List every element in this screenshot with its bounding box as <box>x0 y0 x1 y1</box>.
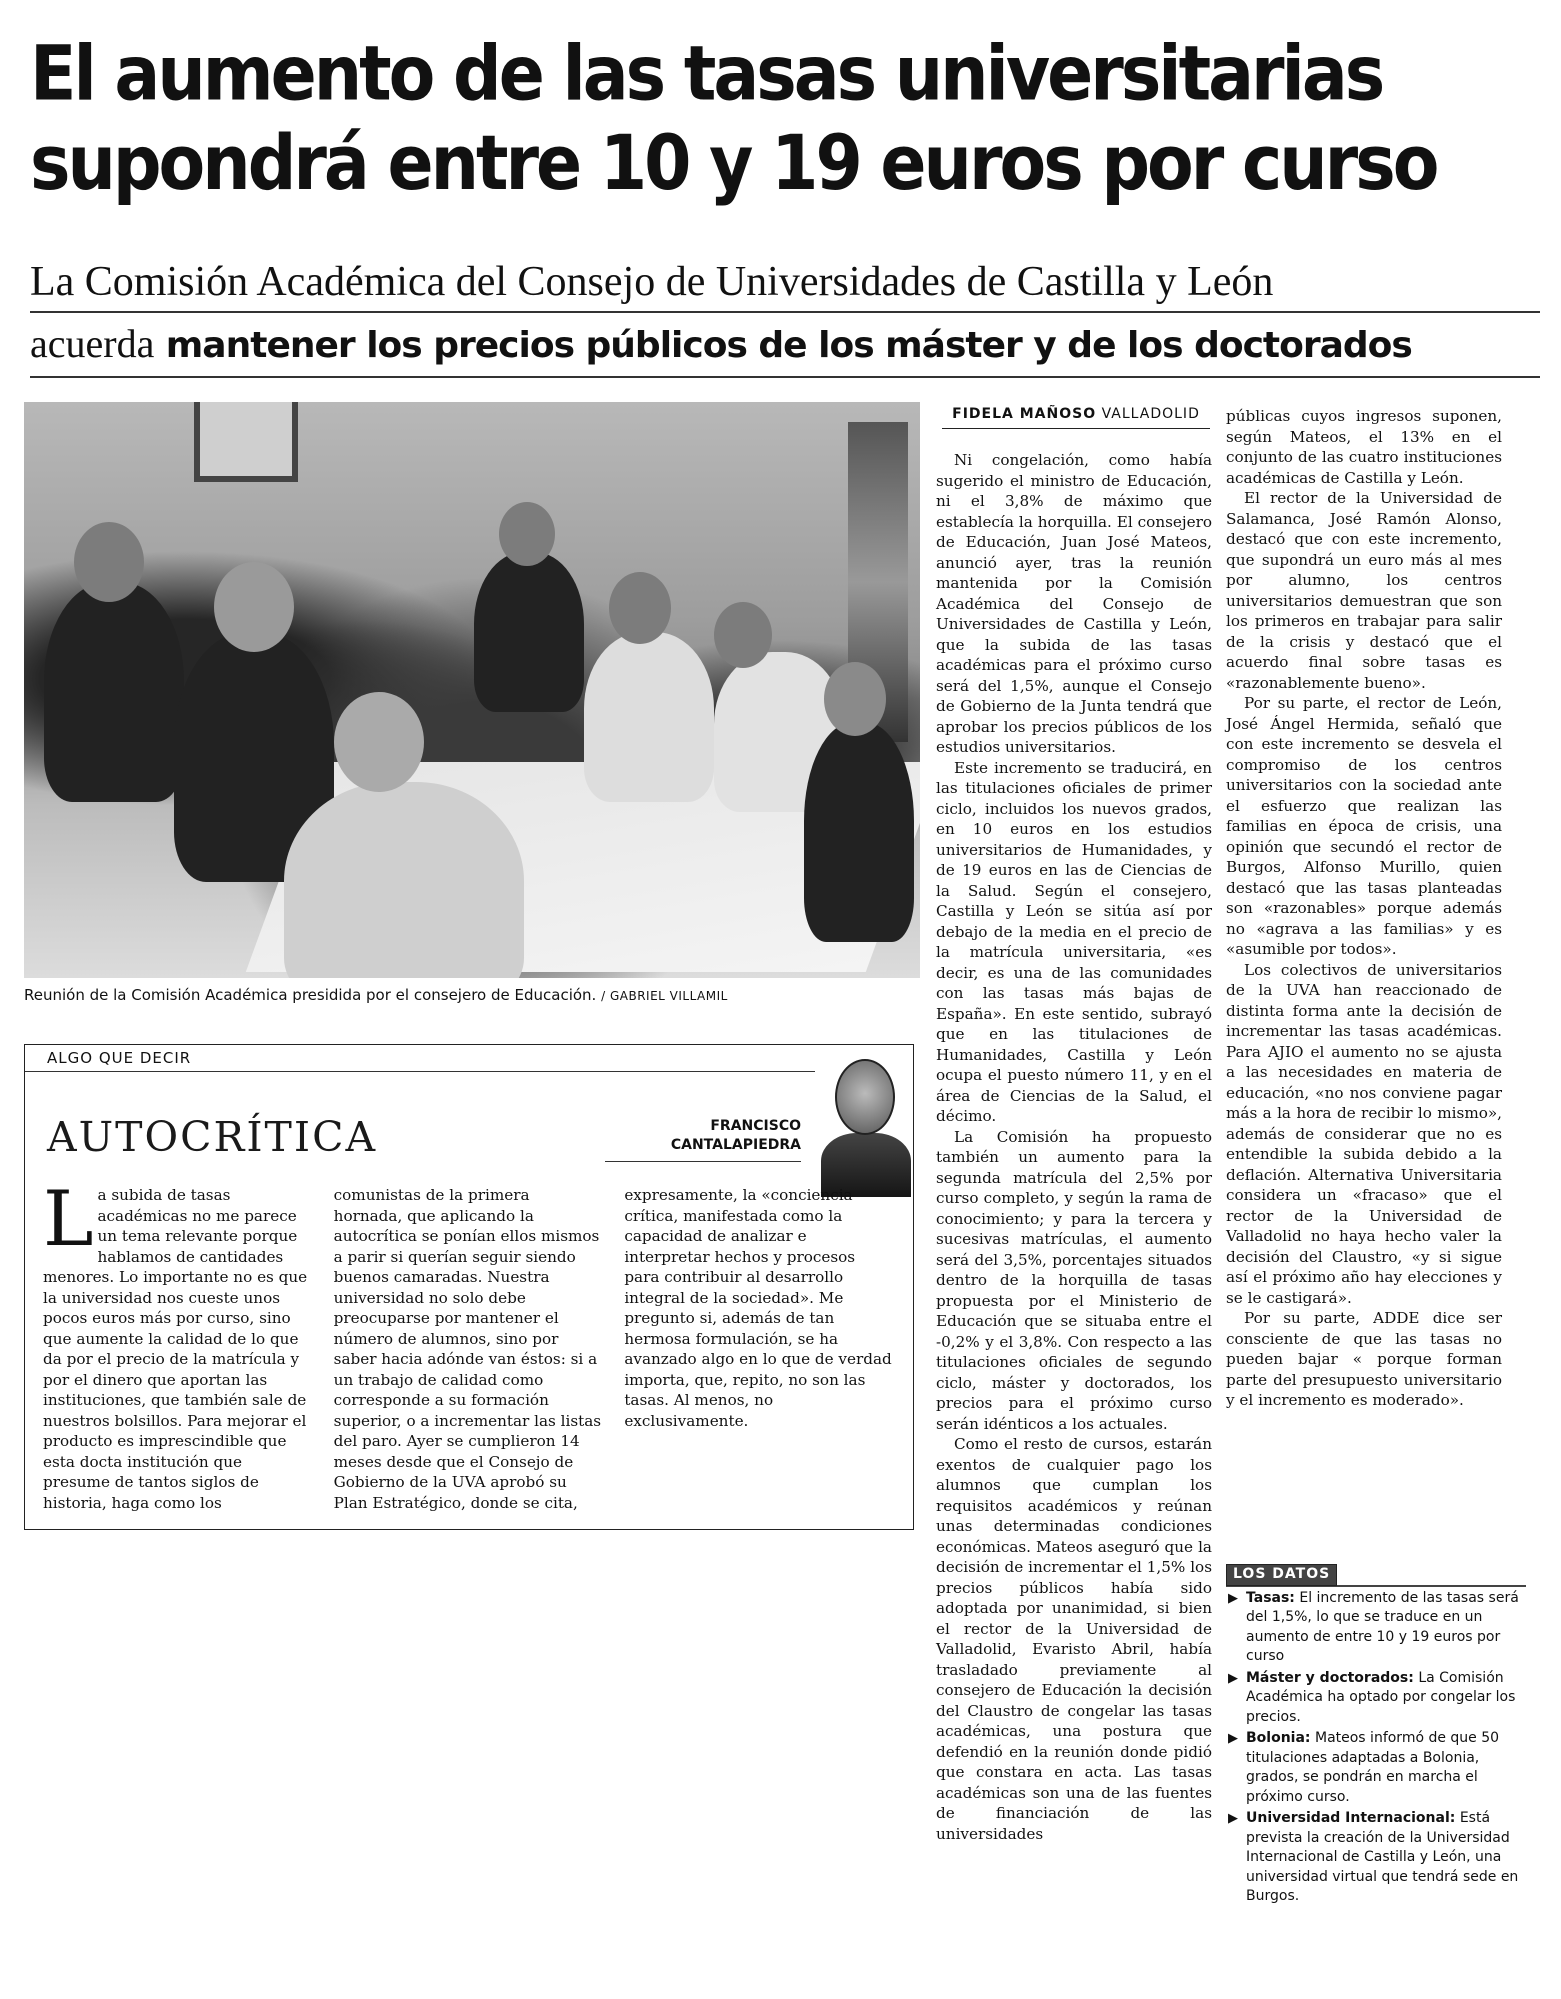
article-paragraph: Este incremento se traducirá, en las titulaciones oficiales de primer ciclo, incluidos los nuevos grados, en 10 euros en los estudios universitarios de Humanidades, y de 19 euros en las de Ciencias de la Salud. Según el consejero, Castilla y León se sitúa así por debajo de la media en el precio de la matrícula universitaria, «es decir, es una de las comunidades con las tasas más bajas de España». En este sentido, subrayó que en las titulaciones de Humanidades, Castilla y León ocupa el puesto número 11, y en el área de Ciencias de la Salud, el décimo. <box>936 758 1212 1125</box>
wall-portrait-frame <box>194 402 298 482</box>
opinion-box <box>24 1044 914 1530</box>
person <box>284 782 524 978</box>
caption-text: Reunión de la Comisión Académica presidida por el consejero de Educación. <box>24 986 597 1004</box>
article-paragraph: públicas cuyos ingresos suponen, según Mateos, el 13% en el conjunto de las cuatro instituciones académicas de Castilla y León. <box>1226 407 1502 487</box>
portrait-head <box>835 1059 895 1135</box>
person <box>44 582 184 802</box>
person-head <box>714 602 772 668</box>
triangle-bullet-icon: ▶ <box>1228 1670 1238 1686</box>
author-first-name: FRANCISCO <box>710 1118 801 1134</box>
byline-author: FIDELA MAÑOSO <box>952 406 1097 422</box>
person-head <box>334 692 424 792</box>
data-item-text: El incremento de las tasas será del 1,5%, lo que se traduce en un aumento de entre 10 y 19 euros por curso <box>1246 1589 1519 1664</box>
data-item <box>1226 1809 1526 1907</box>
data-item <box>1226 1669 1526 1728</box>
byline <box>942 406 1210 429</box>
article-paragraph: Por su parte, ADDE dice ser consciente de que las tasas no pueden bajar « porque forman parte del presupuesto universitario y el incremento es moderado». <box>1226 1309 1502 1409</box>
data-item-key: Bolonia: <box>1246 1730 1311 1746</box>
data-item-text: La Comisión Académica ha optado por congelar los precios. <box>1246 1669 1516 1725</box>
person <box>474 552 584 712</box>
data-item-key: Tasas: <box>1246 1589 1295 1606</box>
data-box <box>1226 1564 1526 1907</box>
data-item-key: Universidad Internacional: <box>1246 1810 1456 1826</box>
deck-line-2 <box>30 318 1540 378</box>
data-item-key: Máster y doctorados: <box>1246 1669 1414 1686</box>
section-rule <box>25 1071 815 1072</box>
deck-emphasis: mantener los precios públicos de los máster y de los doctorados <box>165 325 1412 366</box>
triangle-bullet-icon: ▶ <box>1228 1811 1238 1826</box>
article-paragraph: La Comisión ha propuesto también un aumento para la segunda matrícula del 2,5% por curso completo, y según la rama de conocimiento; y para la tercera y sucesivas matrículas, el aumento será del 3,5%, porcentajes situados dentro de la horquilla de tasas propuesta por el Ministerio de Educación que se situaba entre el -0,2% y el 3,8%. Con respecto a las titulaciones oficiales de segundo ciclo, máster y doctorados, los precios para el próximo curso serán idénticos a los actuales. <box>936 1127 1212 1433</box>
opinion-author <box>605 1117 801 1162</box>
meeting-photo <box>24 402 920 978</box>
person-head <box>74 522 144 602</box>
data-item-text: Mateos informó de que 50 titulaciones adaptadas a Bolonia, grados, se pondrán en marcha el próximo curso. <box>1246 1730 1500 1805</box>
article-paragraph: Los colectivos de universitarios de la UVA han reaccionado de distinta forma ante la decisión de incrementar las tasas académicas. Para AJIO el aumento no se ajusta a las necesidades en materia de educación, «no nos conviene pagar más a la hora de recibir lo mismo», además de considerar que no es entendible la subida debido a la deflación. Alternativa Universitaria considera un «fracaso» que el rector de la Universidad de Valladolid no haya hecho valer la decisión del Claustro, «y si sigue así el próximo año hay elecciones y se le castigará». <box>1226 960 1502 1307</box>
triangle-bullet-icon: ▶ <box>1228 1590 1238 1606</box>
drop-cap: L <box>43 1174 94 1263</box>
headline <box>30 30 1540 209</box>
data-box-label: LOS DATOS <box>1226 1564 1337 1586</box>
author-portrait <box>817 1049 911 1197</box>
photo-caption <box>24 984 920 1007</box>
opinion-text: a subida de tasas académicas no me parece un tema relevante porque hablamos de cantidades menores. Lo importante no es que la universidad nos cueste unos pocos euros más por curso, sino que aumente la calidad de lo que da por el precio de la matrícula y por el dinero que aportan las instituciones, que también sale de nuestros bolsillos. Para mejorar el producto es imprescindible que esta docta institución que presume de tantos siglos de historia, haga como los comunistas de la primera hornada, que aplicando la autocrítica se ponían ellos mismos a parir si querían seguir siendo buenos camaradas. Nuestra universidad no solo debe preocuparse por mantener el número de alumnos, sino por saber hacia adónde van éstos: si a un trabajo de calidad como corresponde a su formación superior, o a incrementar las listas del paro. Ayer se cumplieron 14 meses desde que el Consejo de Gobierno de la UVA aprobó su Plan Estratégico, donde se cita, expresamente, la «conciencia crítica, manifestada como la capacidad de analizar e interpretar hechos y procesos para contribuir al desarrollo integral de la sociedad». Me pregunto si, además de tan hermosa formulación, se ha avanzado algo en lo que de verdad importa, que, repito, no son las tasas. Al menos, no exclusivamente. <box>43 1186 892 1512</box>
article-column-1 <box>936 450 1212 1995</box>
headline-line-1: El aumento de las tasas universitarias <box>30 30 1383 119</box>
person-head <box>824 662 886 736</box>
headline-line-2: supondrá entre 10 y 19 euros por curso <box>30 119 1437 209</box>
opinion-paragraph <box>43 1174 893 1525</box>
byline-place: VALLADOLID <box>1101 406 1200 422</box>
article-column-2 <box>1226 406 1502 1556</box>
article-paragraph: Por su parte, el rector de León, José Ángel Hermida, señaló que con este incremento se desvela el compromiso de los centros universitarios con la sociedad ante el esfuerzo que realizan las familias en época de crisis, una opinión que secundó el rector de Burgos, Alfonso Murillo, quien destacó que las tasas planteadas son «razonables» porque además no «agrava a las familias» y es «asumible por todos». <box>1226 694 1502 958</box>
article-paragraph: Como el resto de cursos, estarán exentos de cualquier pago los alumnos que cumplan los requisitos académicos y reúnan unas determinadas condiciones económicas. Mateos aseguró que la decisión de incrementar el 1,5% los precios públicos había sido adoptada por unanimidad, si bien el rector de la Universidad de Valladolid, Evaristo Abril, había trasladado previamente al consejero de Educación la decisión del Claustro de congelar las tasas académicas, una postura que defendió en la reunión donde pidió que constara en acta. Las tasas académicas son una de las fuentes de financiación de las universidades <box>936 1435 1212 1843</box>
article-paragraph: El rector de la Universidad de Salamanca, José Ramón Alonso, destacó que con este incremento, que supondrá un euro más al mes por alumno, los centros universitarios demuestran que son los primeros en trabajar para salir de la crisis y destacó que el acuerdo final sobre tasas es «razonablemente bueno». <box>1226 489 1502 692</box>
triangle-bullet-icon: ▶ <box>1228 1731 1238 1746</box>
data-item-text: Está prevista la creación de la Universidad Internacional de Castilla y León, una universidad virtual que tendrá sede en Burgos. <box>1246 1810 1519 1904</box>
person <box>804 722 914 942</box>
data-item <box>1226 1589 1526 1667</box>
person-head <box>609 572 671 644</box>
data-item <box>1226 1729 1526 1807</box>
opinion-title: AUTOCRÍTICA <box>47 1113 378 1161</box>
photo-credit: / GABRIEL VILLAMIL <box>601 989 728 1003</box>
deck-line-1: La Comisión Académica del Consejo de Universidades de Castilla y León <box>30 256 1540 313</box>
person <box>584 632 714 802</box>
deck-prefix: acuerda <box>30 321 155 366</box>
person-head <box>214 562 294 652</box>
opinion-section-label: ALGO QUE DECIR <box>47 1049 192 1067</box>
opinion-body <box>43 1174 893 1525</box>
author-last-name: CANTALAPIEDRA <box>670 1137 801 1153</box>
article-paragraph: Ni congelación, como había sugerido el ministro de Educación, ni el 3,8% de máximo que establecía la horquilla. El consejero de Educación, Juan José Mateos, anunció ayer, tras la reunión mantenida por la Comisión Académica del Consejo de Universidades de Castilla y León, que la subida de las tasas académicas para el próximo curso será del 1,5%, aunque el Consejo de Gobierno de la Junta tendrá que aprobar los precios públicos de los estudios universitarios. <box>936 451 1212 756</box>
person-head <box>499 502 555 566</box>
